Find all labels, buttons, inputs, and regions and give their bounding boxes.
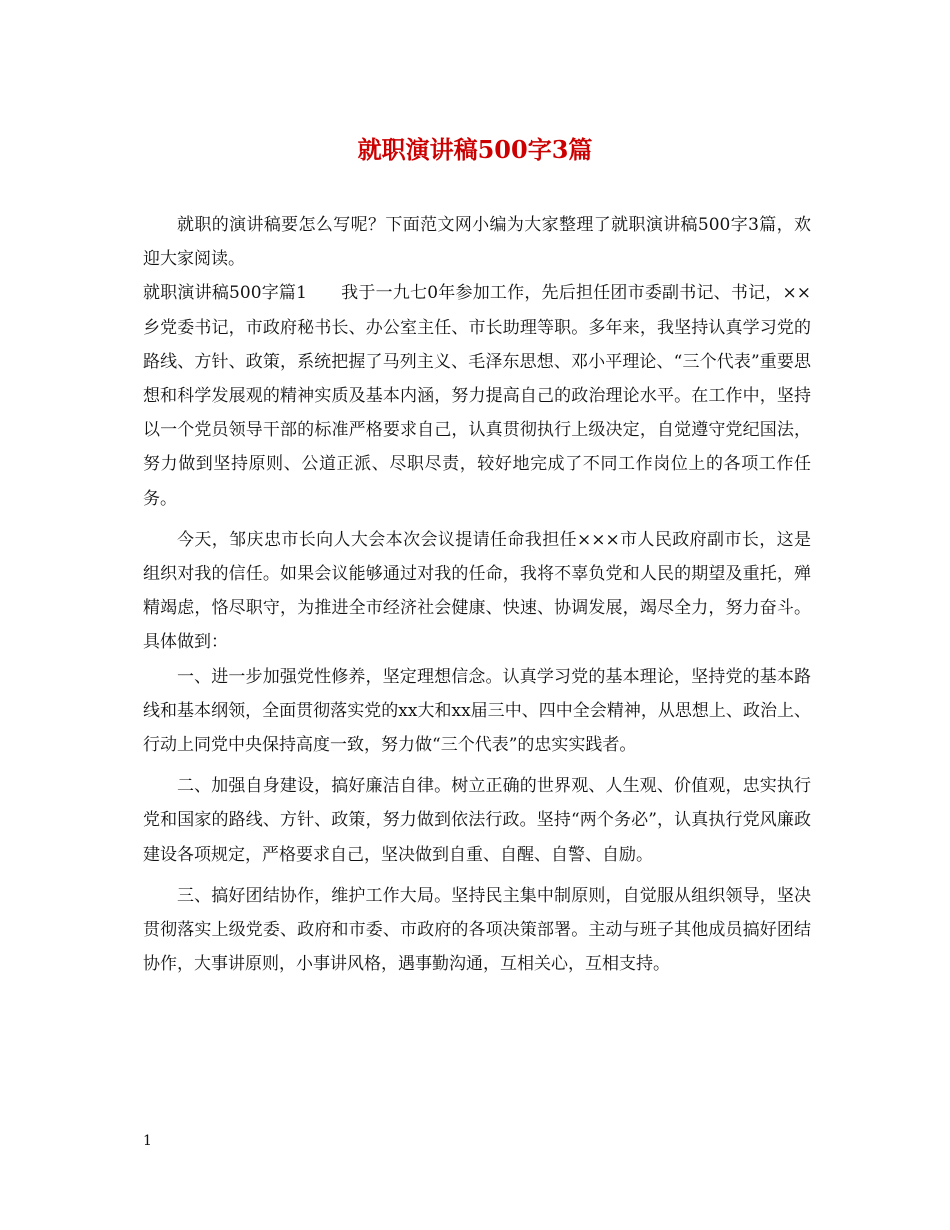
section-1-paragraph — [143, 276, 811, 515]
paragraph-text: 我于一九七0年参加工作，先后担任团市委副书记、书记，××乡党委书记，市政府秘书长、办公室主任、市长助理等职。多年来，我坚持认真学习党的路线、方针、政策，系统把握了马列主义、毛泽东思想、邓小平理论、“三个代表”重要思想和科学发展观的精神实质及基本内涵，努力提高自己的政治理论水平。在工作中，坚持以一个党员领导干部的标准严格要求自己，认真贯彻执行上级决定，自觉遵守党纪国法，努力做到坚持原则、公道正派、尽职尽责，较好地完成了不同工作岗位上的各项工作任务。 — [143, 283, 811, 509]
body-paragraph: 一、进一步加强党性修养，坚定理想信念。认真学习党的基本理论，坚持党的基本路线和基本纲领，全面贯彻落实党的xx大和xx届三中、四中全会精神，从思想上、政治上、行动上同党中央保持高度一致，努力做“三个代表”的忠实实践者。 — [143, 666, 811, 756]
body-paragraph: 三、搞好团结协作，维护工作大局。坚持民主集中制原则，自觉服从组织领导，坚决贯彻落实上级党委、政府和市委、市政府的各项决策部署。主动与班子其他成员搞好团结协作，大事讲原则，小事讲风格，遇事勤沟通，互相关心，互相支持。 — [143, 885, 811, 975]
document-body — [143, 208, 811, 981]
page-number: 1 — [143, 1133, 152, 1149]
body-paragraph: 今天，邹庆忠市长向人大会本次会议提请任命我担任×××市人民政府副市长，这是组织对我的信任。如果会议能够通过对我的任命，我将不辜负党和人民的期望及重托，殚精竭虑，恪尽职守，为推进全市经济社会健康、快速、协调发展，竭尽全力，努力奋斗。具体做到： — [143, 529, 811, 653]
body-paragraph: 二、加强自身建设，搞好廉洁自律。树立正确的世界观、人生观、价值观，忠实执行党和国家的路线、方针、政策，努力做到依法行政。坚持“两个务必”，认真执行党风廉政建设各项规定，严格要求自己，坚决做到自重、自醒、自警、自励。 — [143, 776, 811, 865]
intro-paragraph: 就职的演讲稿要怎么写呢？下面范文网小编为大家整理了就职演讲稿500字3篇，欢迎大家阅读。 — [143, 215, 811, 270]
document-title: 就职演讲稿500字3篇 — [357, 135, 593, 164]
section-heading: 就职演讲稿500字篇1 — [143, 283, 307, 304]
